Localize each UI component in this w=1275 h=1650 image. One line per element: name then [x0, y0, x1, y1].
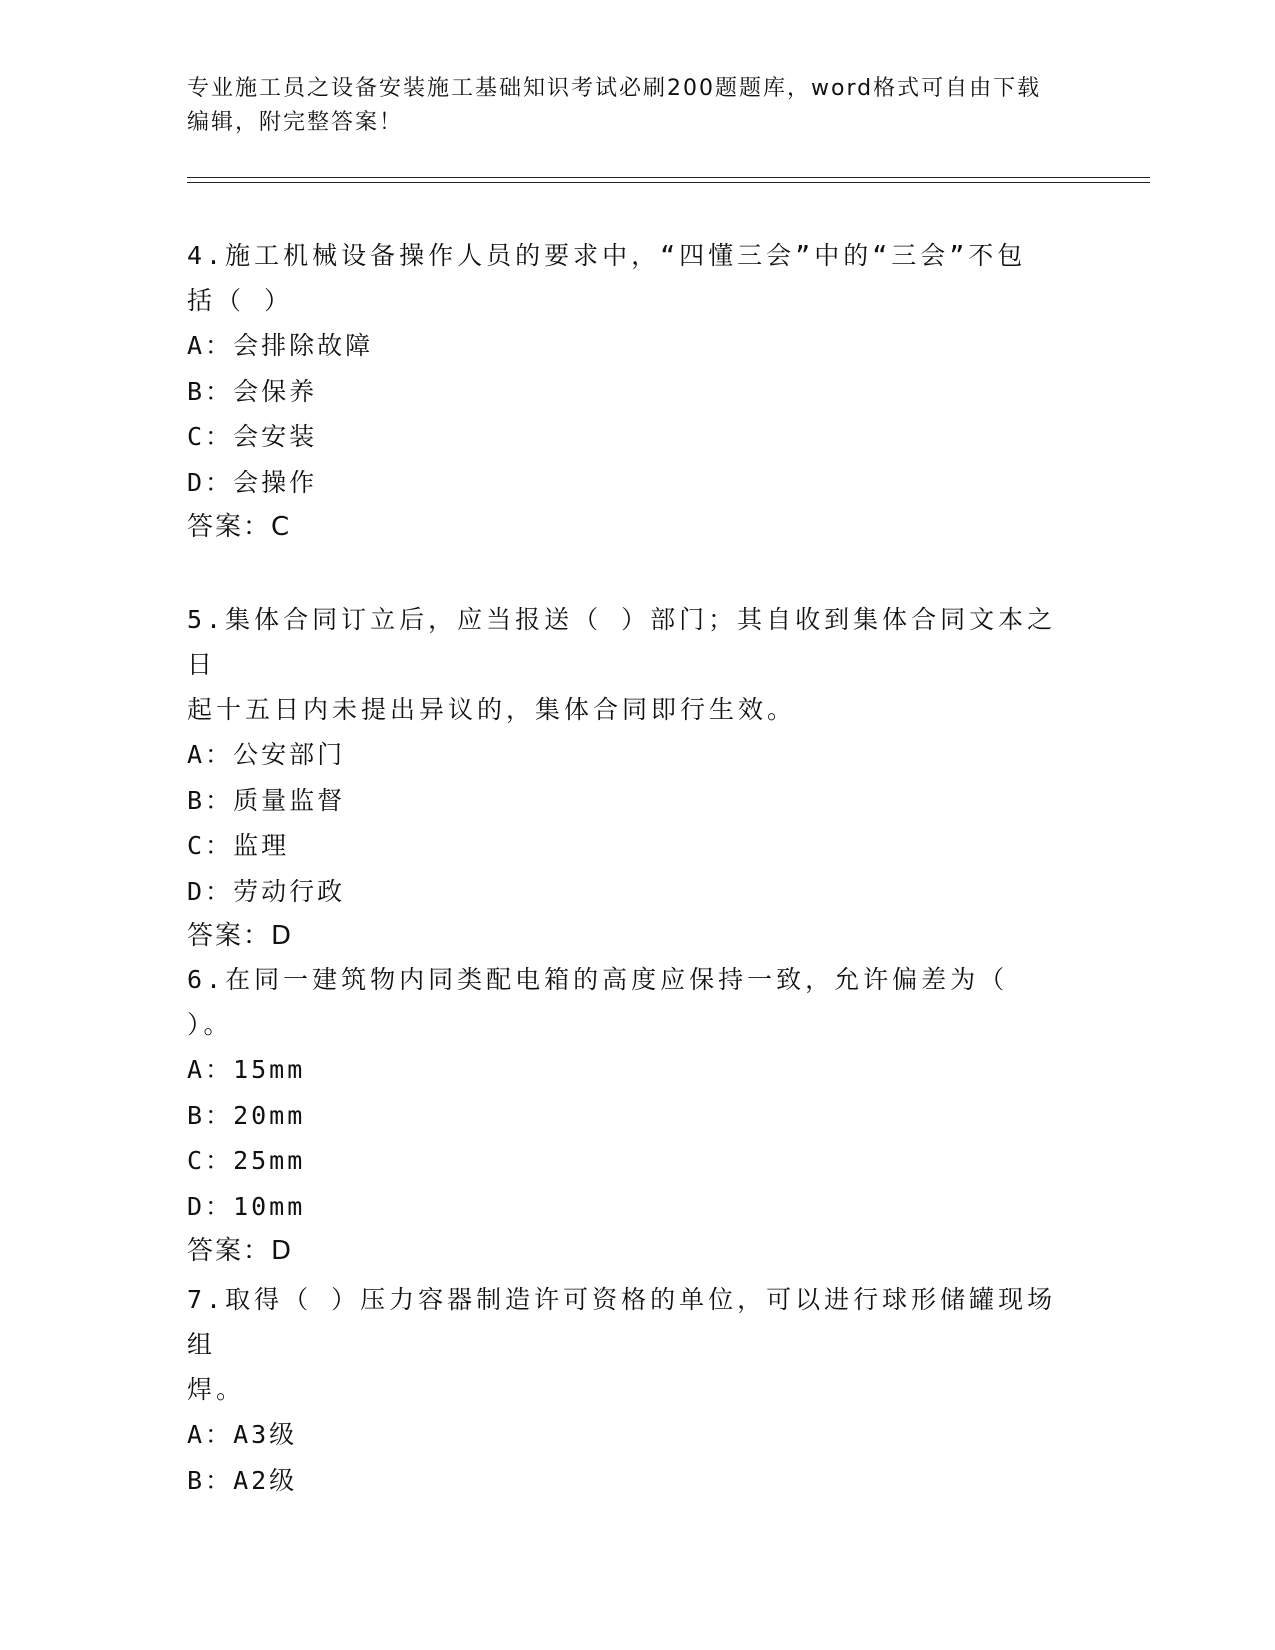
answer-line: 答案：D — [187, 1236, 294, 1266]
option-text: A2级 — [233, 1465, 298, 1495]
question-stem-line: 5.集体合同订立后，应当报送（ ）部门；其自收到集体合同文本之日 — [187, 605, 1057, 679]
option-key: A： — [187, 331, 234, 360]
option-a — [187, 323, 1067, 369]
option-key: B： — [187, 1100, 234, 1130]
option-text: 会操作 — [233, 467, 318, 497]
option-text: 质量监督 — [233, 785, 346, 815]
option-c — [187, 823, 1067, 869]
option-key: C： — [187, 422, 234, 451]
question-7 — [187, 1277, 1067, 1503]
option-key: D： — [187, 1191, 234, 1221]
question-stem-line: 6.在同一建筑物内同类配电箱的高度应保持一致，允许偏差为（ ）。 — [187, 965, 1009, 1039]
question-6 — [187, 957, 1067, 1274]
option-b — [187, 778, 1067, 824]
option-key: D： — [187, 876, 234, 906]
header-divider-bottom — [187, 182, 1150, 183]
option-key: B： — [187, 1465, 234, 1495]
option-key: D： — [187, 467, 234, 497]
question-stem-line: 7.取得（ ）压力容器制造许可资格的单位，可以进行球形储罐现场组 — [187, 1285, 1057, 1359]
option-text: 劳动行政 — [233, 876, 346, 906]
option-b — [187, 1093, 1067, 1139]
option-key: C： — [187, 831, 234, 860]
option-text: A3级 — [233, 1420, 298, 1449]
option-text: 会排除故障 — [233, 331, 374, 360]
option-c — [187, 1138, 1067, 1184]
header-divider-top — [187, 177, 1150, 178]
option-d — [187, 460, 1067, 506]
option-text: 10mm — [233, 1191, 306, 1221]
answer-line: 答案：D — [187, 921, 294, 951]
option-text: 公安部门 — [233, 740, 346, 769]
option-text: 25mm — [233, 1146, 306, 1175]
question-stem-line: 焊。 — [187, 1375, 246, 1404]
option-text: 20mm — [233, 1100, 306, 1130]
option-text: 会保养 — [233, 376, 318, 406]
header-line-2: 编辑，附完整答案！ — [187, 110, 404, 135]
option-a — [187, 1047, 1067, 1093]
option-key: C： — [187, 1146, 234, 1175]
option-d — [187, 1184, 1067, 1230]
question-stem-line: 括（ ） — [187, 286, 294, 315]
option-text: 监理 — [233, 831, 290, 860]
option-key: B： — [187, 785, 234, 815]
question-stem-line: 起十五日内未提出异议的，集体合同即行生效。 — [187, 695, 797, 724]
document-header — [187, 72, 1087, 140]
option-text: 15mm — [233, 1055, 306, 1084]
option-key: A： — [187, 740, 234, 769]
option-a — [187, 1412, 1067, 1458]
option-d — [187, 869, 1067, 915]
header-line-1: 专业施工员之设备安装施工基础知识考试必刷200题题库，word格式可自由下载 — [187, 76, 1042, 101]
option-key: A： — [187, 1420, 234, 1449]
option-c — [187, 414, 1067, 460]
option-key: A： — [187, 1055, 234, 1084]
question-5 — [187, 597, 1067, 959]
option-b — [187, 1458, 1067, 1504]
answer-line: 答案：C — [187, 512, 292, 542]
question-stem-line: 4.施工机械设备操作人员的要求中，“四懂三会”中的“三会”不包 — [187, 241, 1027, 270]
option-key: B： — [187, 376, 234, 406]
option-a — [187, 732, 1067, 778]
option-b — [187, 369, 1067, 415]
option-text: 会安装 — [233, 422, 318, 451]
question-4 — [187, 233, 1067, 550]
